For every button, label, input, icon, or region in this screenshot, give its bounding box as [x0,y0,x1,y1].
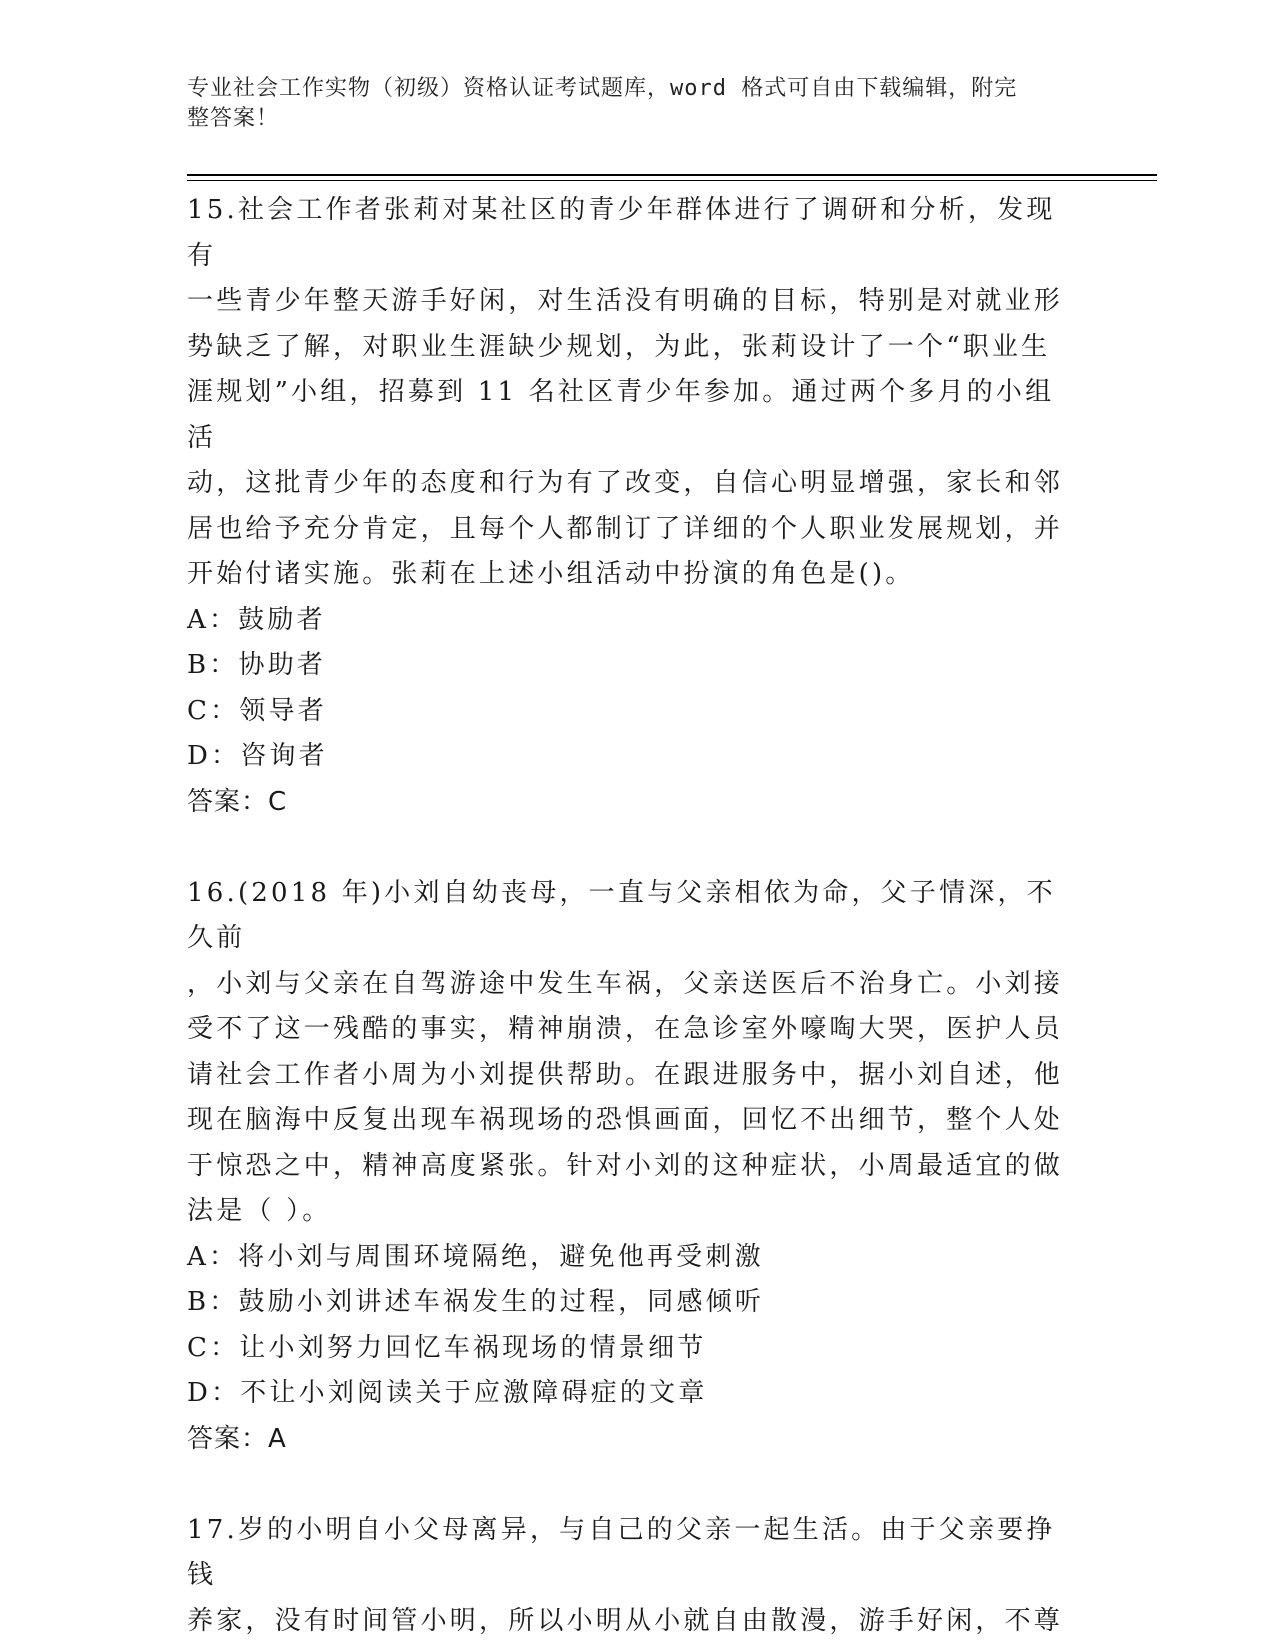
question-16-line: 请社会工作者小周为小刘提供帮助。在跟进服务中，据小刘自述，他 [187,1059,1064,1090]
question-15-line: 一些青少年整天游手好闲，对生活没有明确的目标，特别是对就业形 [187,286,1064,316]
header-rule-thick [187,174,1157,176]
questions-body [187,188,1067,1644]
question-16-answer: 答案：A [187,1423,287,1454]
question-15-line: 15.社会工作者张莉对某社区的青少年群体进行了调研和分析，发现有 [187,195,1056,271]
question-16 [187,871,1067,1463]
question-15-line: 居也给予充分肯定，且每个人都制订了详细的个人职业发展规划，并 [187,513,1064,544]
question-15-line: 开始付诸实施。张莉在上述小组活动中扮演的角色是()。 [187,559,915,589]
question-17-line: 17.岁的小明自小父母离异，与自己的父亲一起生活。由于父亲要挣钱 [187,1514,1056,1590]
question-15-line: 涯规划”小组，招募到 11 名社区青少年参加。通过两个多月的小组活 [187,377,1055,453]
question-16-line: 受不了这一残酷的事实，精神崩溃，在急诊室外嚎啕大哭，医护人员 [187,1014,1064,1044]
header-line-2: 整答案！ [187,106,280,131]
question-16-line: ，小刘与父亲在自驾游途中发生车祸，父亲送医后不治身亡。小刘接 [187,968,1064,999]
question-16-line: 16.(2018 年)小刘自幼丧母，一直与父亲相依为命，父子情深，不久前 [187,877,1056,953]
question-17-line: 养家，没有时间管小明，所以小明从小就自由散漫，游手好闲，不尊 [187,1605,1064,1636]
question-16-option-b: B：鼓励小刘讲述车祸发生的过程，同感倾听 [187,1287,765,1317]
question-16-option-d: D：不让小刘阅读关于应激障碍症的文章 [187,1378,708,1408]
question-16-line: 法是（ ）。 [187,1196,332,1226]
question-15-line: 动，这批青少年的态度和行为有了改变，自信心明显增强，家长和邻 [187,468,1064,498]
header-rule-thin [187,180,1157,181]
question-15-option-a: A：鼓励者 [187,604,326,635]
question-15-option-d: D：咨询者 [187,741,328,771]
spacer [187,1462,1067,1508]
spacer [187,825,1067,871]
question-16-line: 于惊恐之中，精神高度紧张。针对小刘的这种症状，小周最适宜的做 [187,1150,1064,1181]
question-17 [187,1508,1067,1645]
header-line-1: 专业社会工作实物（初级）资格认证考试题库，word 格式可自由下载编辑，附完 [187,76,1018,101]
page-header [187,74,1067,134]
question-16-line: 现在脑海中反复出现车祸现场的恐惧画面，回忆不出细节，整个人处 [187,1105,1064,1135]
question-16-option-c: C：让小刘努力回忆车祸现场的情景细节 [187,1332,707,1363]
question-15-option-b: B：协助者 [187,650,327,680]
question-15 [187,188,1067,825]
question-15-answer: 答案：C [187,786,288,817]
question-15-line: 势缺乏了解，对职业生涯缺少规划，为此，张莉设计了一个“职业生 [187,331,1051,362]
question-15-option-c: C：领导者 [187,695,327,726]
question-16-option-a: A：将小刘与周围环境隔绝，避免他再受刺激 [187,1241,764,1272]
